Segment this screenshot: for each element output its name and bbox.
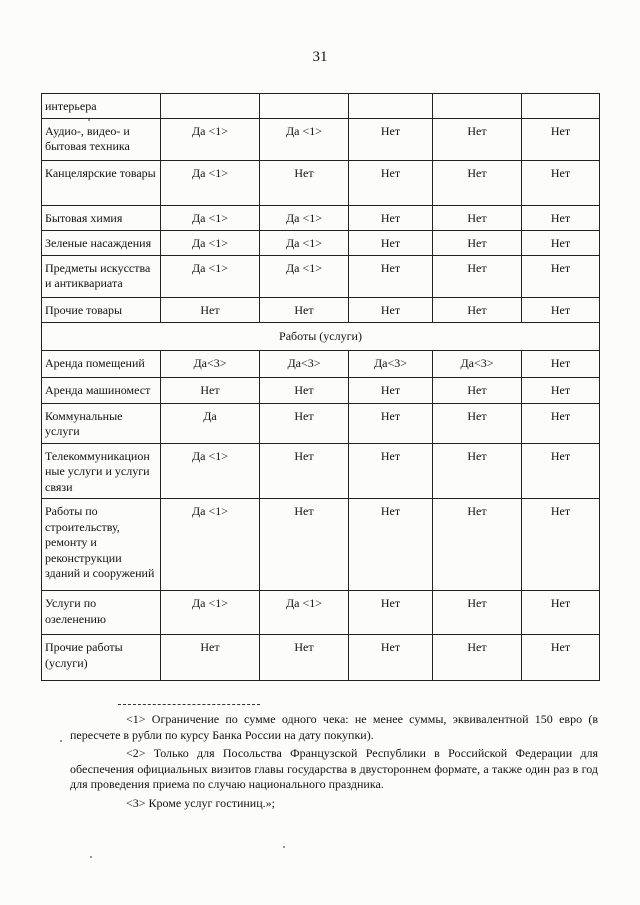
table-cell: Да <1> [260,255,349,297]
row-label: Прочие работы (услуги) [42,635,161,681]
row-label: Предметы искусства и антиквариата [42,255,161,297]
table-cell: Да <1> [161,118,260,160]
table-cell [260,94,349,119]
table-row [42,255,600,297]
table-cell: Да <1> [260,205,349,230]
table-cell: Нет [522,230,600,255]
footnote-1: <1> Ограничение по сумме одного чека: не менее суммы, эквивалентной 150 евро (в пересчете в рубли по курсу Банка России на дату покупки). [70,712,598,742]
table-row [42,118,600,160]
table-cell: Да <1> [161,255,260,297]
table-cell: Нет [260,160,349,205]
table-cell [433,94,522,119]
row-label: Услуги по озеленению [42,591,161,635]
table-row [42,230,600,255]
table-cell: Нет [522,635,600,681]
table-cell: Да <1> [161,591,260,635]
table-cell: Нет [433,118,522,160]
table-cell: Да<3> [349,350,433,377]
table-cell: Нет [349,377,433,403]
table-cell: Нет [349,118,433,160]
table-cell: Нет [260,297,349,322]
table-cell: Нет [349,297,433,322]
scan-speck [88,119,90,121]
table-cell: Нет [349,255,433,297]
table-cell: Нет [522,205,600,230]
table-cell: Нет [349,499,433,591]
table-cell: Нет [260,443,349,499]
table-cell: Нет [161,377,260,403]
table-cell: Да <1> [161,205,260,230]
row-label: Коммунальные услуги [42,403,161,443]
row-label: Аренда машиномест [42,377,161,403]
table-cell: Да <1> [161,230,260,255]
table-row [42,403,600,443]
table-cell: Нет [433,635,522,681]
table-cell: Да <1> [161,160,260,205]
table-cell: Нет [260,403,349,443]
footnote-separator [118,704,260,705]
table-cell: Нет [522,377,600,403]
table-row [42,443,600,499]
table-row [42,591,600,635]
table-cell: Нет [349,591,433,635]
table-cell: Да <1> [260,230,349,255]
table-cell: Нет [260,499,349,591]
scan-speck [60,740,62,742]
benefits-table [41,93,600,681]
table-cell: Нет [522,118,600,160]
table-cell: Нет [161,635,260,681]
row-label: Канцелярские товары [42,160,161,205]
section-heading: Работы (услуги) [42,322,600,350]
table-cell: Нет [522,499,600,591]
table-row [42,377,600,403]
table-row [42,160,600,205]
row-label: Прочие товары [42,297,161,322]
table-cell: Нет [349,205,433,230]
table-cell: Да <1> [260,591,349,635]
table-cell: Нет [161,297,260,322]
table-cell: Нет [349,443,433,499]
table-row [42,635,600,681]
table-cell: Да<3> [161,350,260,377]
table-cell: Нет [433,205,522,230]
table-row [42,499,600,591]
table-cell: Нет [522,297,600,322]
table-cell: Нет [433,377,522,403]
table-cell: Нет [433,297,522,322]
footnote-3: <3> Кроме услуг гостиниц.»; [126,795,275,810]
table-cell: Нет [433,443,522,499]
table-cell: Нет [522,403,600,443]
row-label: интерьера [42,94,161,119]
table-cell: Нет [522,591,600,635]
section-row [42,322,600,350]
table-cell: Да <1> [161,443,260,499]
table-cell: Нет [349,403,433,443]
table-cell: Нет [433,591,522,635]
row-label: Работы по строительству, ремонту и реконструкции зданий и сооружений [42,499,161,591]
table-row [42,297,600,322]
row-label: Зеленые насаждения [42,230,161,255]
table-cell: Нет [522,160,600,205]
table-cell: Нет [349,635,433,681]
table-cell: Да<3> [260,350,349,377]
footnote-2: <2> Только для Посольства Французской Республики в Российской Федерации для обеспечения официальных визитов главы государства в двустороннем формате, а также один раз в год для проведения приема по случаю национального праздника. [70,746,598,791]
table-cell: Нет [522,350,600,377]
row-label: Аренда помещений [42,350,161,377]
row-label: Телекоммуникацион ные услуги и услуги связи [42,443,161,499]
table-row [42,205,600,230]
page-number: 31 [312,49,328,65]
table-cell [522,94,600,119]
table-cell: Нет [349,230,433,255]
table-row [42,350,600,377]
table-cell: Нет [260,377,349,403]
table-cell: Да<3> [433,350,522,377]
row-label: Бытовая химия [42,205,161,230]
table-cell: Нет [433,230,522,255]
table-cell: Да <1> [260,118,349,160]
table-cell: Нет [522,255,600,297]
table-cell: Нет [433,160,522,205]
footnotes [70,712,598,814]
table-cell [161,94,260,119]
table-cell: Нет [433,255,522,297]
table-cell: Нет [522,443,600,499]
scan-speck [283,846,285,848]
row-label: Аудио-, видео- и бытовая техника [42,118,161,160]
table-cell: Нет [433,403,522,443]
table-cell [349,94,433,119]
table-cell: Нет [349,160,433,205]
table-cell: Нет [433,499,522,591]
table-cell: Нет [260,635,349,681]
scan-speck [90,856,92,858]
table-cell: Да [161,403,260,443]
table-cell: Да <1> [161,499,260,591]
table-row [42,94,600,119]
